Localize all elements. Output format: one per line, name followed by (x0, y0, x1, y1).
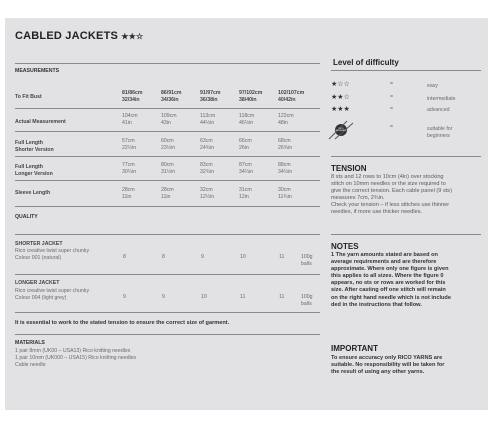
tension-warning: It is essential to work to the stated tension to ensure the correct size of garment. (15, 320, 230, 326)
longer-jacket-unit: 100g balls (301, 294, 313, 307)
shorter-jacket-balls-3: 9 (201, 254, 204, 260)
row-label-full-length-shorter: Full Length Shorter Version (15, 140, 54, 153)
pattern-page (5, 18, 488, 410)
full-length-shorter-5: 68cm 26¾in (278, 138, 293, 151)
shorter-jacket-balls-2: 8 (162, 254, 165, 260)
bust-size-2: 86/91cm 34/36in (161, 90, 182, 103)
full-length-longer-3: 83cm 32¾in (200, 162, 215, 175)
divider (15, 206, 320, 207)
level-text-easy: easy (427, 83, 438, 89)
full-length-longer-1: 77cm 30¼in (122, 162, 137, 175)
level-text-advanced: advanced (427, 107, 450, 113)
tension-header: TENSION (331, 164, 367, 173)
shorter-jacket-balls-1: 8 (123, 254, 126, 260)
full-length-shorter-3: 63cm 24¾in (200, 138, 215, 151)
full-length-longer-4: 87cm 34¼in (239, 162, 254, 175)
divider (15, 63, 320, 64)
important-text: To ensure accuracy only RICO YARNS are suitable. No responsibility will be taken for the result of using any other yarns. (331, 355, 445, 376)
longer-jacket-balls-1: 9 (123, 294, 126, 300)
notes-text: 1 The yarn amounts stated are based on average requirements and are therefore approximate. Where only one figure is given this applies to all sizes. Where the figure 0 appears, no sts or rows are worked for this size. After casting off one stitch will remain on the right hand needle which is not include ded in the instructions that follow. (331, 252, 451, 308)
row-label-sleeve-length: Sleeve Length (15, 190, 51, 196)
actual-measurement-4: 118cm 46½in (239, 113, 255, 126)
bust-size-1: 81/86cm 32/34in (122, 90, 143, 103)
shorter-jacket-label: SHORTER JACKET (15, 241, 63, 247)
actual-measurement-3: 113cm 44½in (200, 113, 216, 126)
shorter-jacket-yarn: Rico creative twist super chunky Colour 001 (natural) (15, 248, 90, 261)
level-text-intermediate: intermediate (427, 96, 456, 102)
sleeve-length-3: 32cm 12½in (200, 187, 215, 200)
row-label-actual-measurement: Actual Measurement (15, 119, 66, 125)
shorter-jacket-balls-4: 10 (240, 254, 246, 260)
level-text-beginners: suitable for beginners (427, 126, 453, 139)
full-length-shorter-2: 60cm 23½in (161, 138, 176, 151)
sleeve-length-2: 28cm 11in (161, 187, 174, 200)
divider (15, 108, 320, 109)
material-item: Cable needle (15, 362, 46, 368)
shorter-jacket-unit: 100g balls (301, 254, 313, 267)
sleeve-length-5: 30cm 11¾in (278, 187, 292, 200)
divider (15, 131, 320, 132)
bust-size-5: 102/107cm 40/42in (278, 90, 305, 103)
level-eq: = (390, 94, 394, 100)
important-header: IMPORTANT (331, 344, 378, 353)
material-item: 1 pair 10mm (UK000 – USA15) Rico knitting needles (15, 355, 137, 361)
full-length-shorter-4: 66cm 26in (239, 138, 252, 151)
row-label-full-length-longer: Full Length Longer Version (15, 164, 53, 177)
actual-measurement-1: 104cm 41in (122, 113, 138, 126)
bust-size-3: 91/97cm 36/38in (200, 90, 221, 103)
tension-text: 8 sts and 12 rows to 10cm (4in) over stocking stitch on 10mm needles or the size required to give the correct tension. Each cable panel (9 sts) measures 7cm, 2¾in. Check your tension – if less stitches use thinner needles, if more use thicker needles. (331, 174, 452, 216)
full-length-shorter-1: 57cm 22½in (122, 138, 137, 151)
divider (331, 234, 481, 235)
divider (331, 156, 481, 157)
longer-jacket-label: LONGER JACKET (15, 280, 60, 286)
sleeve-length-4: 31cm 12in (239, 187, 252, 200)
measurements-header: MEASUREMENTS (15, 68, 60, 74)
actual-measurement-2: 109cm 43in (161, 113, 177, 126)
level-stars-intermediate: ★★☆ (331, 94, 350, 101)
level-eq: = (390, 106, 394, 112)
quality-header: QUALITY (15, 214, 38, 220)
row-label-to-fit-bust: To Fit Bust (15, 94, 42, 100)
bust-size-4: 97/102cm 38/40in (239, 90, 263, 103)
notes-header: NOTES (331, 242, 359, 251)
divider (15, 312, 320, 313)
divider (331, 70, 481, 71)
page-title (15, 30, 143, 42)
level-header: Level of difficulty (333, 58, 399, 67)
title-difficulty-stars: ★★☆ (121, 32, 144, 41)
level-stars-advanced: ★★★ (331, 106, 350, 113)
level-stars-easy: ★☆☆ (331, 81, 350, 88)
longer-jacket-balls-3: 10 (201, 294, 207, 300)
divider (15, 234, 320, 235)
divider (15, 156, 320, 157)
level-eq: = (390, 81, 394, 87)
divider (15, 334, 320, 335)
title-text: CABLED JACKETS (15, 30, 119, 42)
sleeve-length-1: 28cm 11in (122, 187, 135, 200)
materials-list (15, 348, 136, 369)
longer-jacket-balls-5: 11 (279, 294, 285, 300)
longer-jacket-balls-2: 9 (162, 294, 165, 300)
longer-jacket-yarn: Rico creative twist super chunky Colour 004 (light grey) (15, 288, 90, 301)
beginner-badge-icon: RICO BEGINNER (335, 124, 347, 136)
full-length-longer-5: 88cm 34½in (278, 162, 293, 175)
divider (15, 180, 320, 181)
material-item: 1 pair 8mm (UK00 – USA13) Rico knitting needles (15, 348, 131, 354)
materials-header: MATERIALS (15, 340, 45, 346)
divider (15, 274, 320, 275)
full-length-longer-2: 80cm 31½in (161, 162, 176, 175)
actual-measurement-5: 122cm 48in (278, 113, 294, 126)
shorter-jacket-balls-5: 11 (279, 254, 285, 260)
longer-jacket-balls-4: 11 (240, 294, 246, 300)
level-eq: = (390, 124, 394, 130)
